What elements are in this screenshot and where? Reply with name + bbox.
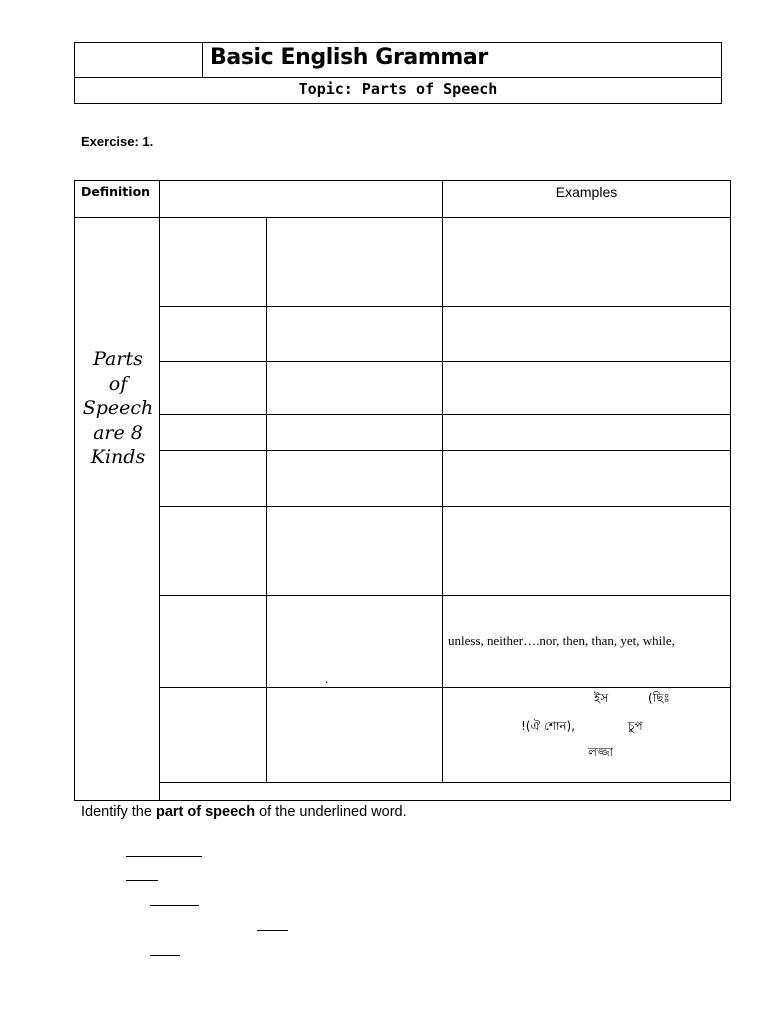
row-divider xyxy=(159,450,731,451)
header-row xyxy=(75,43,721,78)
underline-blank xyxy=(150,905,199,906)
table-header-divider xyxy=(74,217,731,218)
row-divider xyxy=(159,595,731,596)
pos-line: Speech xyxy=(82,397,154,419)
header-table xyxy=(74,42,722,104)
definition-header: Definition xyxy=(81,184,151,199)
row-divider xyxy=(159,506,731,507)
column-divider-1 xyxy=(159,180,160,801)
row-divider xyxy=(159,361,731,362)
column-divider-2 xyxy=(266,217,267,782)
table-border-right xyxy=(730,180,731,801)
page-title: Basic English Grammar xyxy=(210,45,488,70)
underline-blank xyxy=(126,856,202,857)
parts-of-speech-label xyxy=(78,347,158,470)
row-divider xyxy=(159,306,731,307)
pos-line: are 8 xyxy=(93,421,143,444)
instruction-prefix: Identify the xyxy=(81,804,156,820)
underline-blank xyxy=(150,955,180,956)
column-divider-3 xyxy=(442,180,443,782)
interjection-example: ইস xyxy=(594,691,609,705)
underline-blank xyxy=(126,880,158,881)
table-border-top xyxy=(74,180,731,181)
row-divider xyxy=(159,782,731,783)
instruction-suffix: of the underlined word. xyxy=(255,804,407,820)
instruction-text xyxy=(81,804,407,820)
exercise-label: Exercise: 1. xyxy=(81,134,154,149)
examples-header: Examples xyxy=(555,184,618,200)
header-empty-cell xyxy=(75,43,203,77)
interjection-example: লজ্জা xyxy=(588,745,614,759)
interjection-example: চুপ xyxy=(628,719,643,733)
pos-line: of xyxy=(108,372,128,395)
interjection-example: !(ঐ শোন), xyxy=(521,719,576,733)
dot-mark: . xyxy=(325,672,329,686)
row-divider xyxy=(159,414,731,415)
topic-title: Topic: Parts of Speech xyxy=(298,80,498,98)
instruction-bold: part of speech xyxy=(155,804,256,820)
underline-blank xyxy=(257,930,288,931)
table-border-bottom xyxy=(74,800,731,801)
interjection-example: (ছিঃ xyxy=(648,691,670,705)
pos-line: Kinds xyxy=(90,446,146,468)
table-border-left xyxy=(74,180,75,801)
pos-line: Parts xyxy=(93,348,143,370)
row-divider xyxy=(159,687,731,688)
conjunction-examples: unless, neither….nor, then, than, yet, while, xyxy=(448,633,675,648)
